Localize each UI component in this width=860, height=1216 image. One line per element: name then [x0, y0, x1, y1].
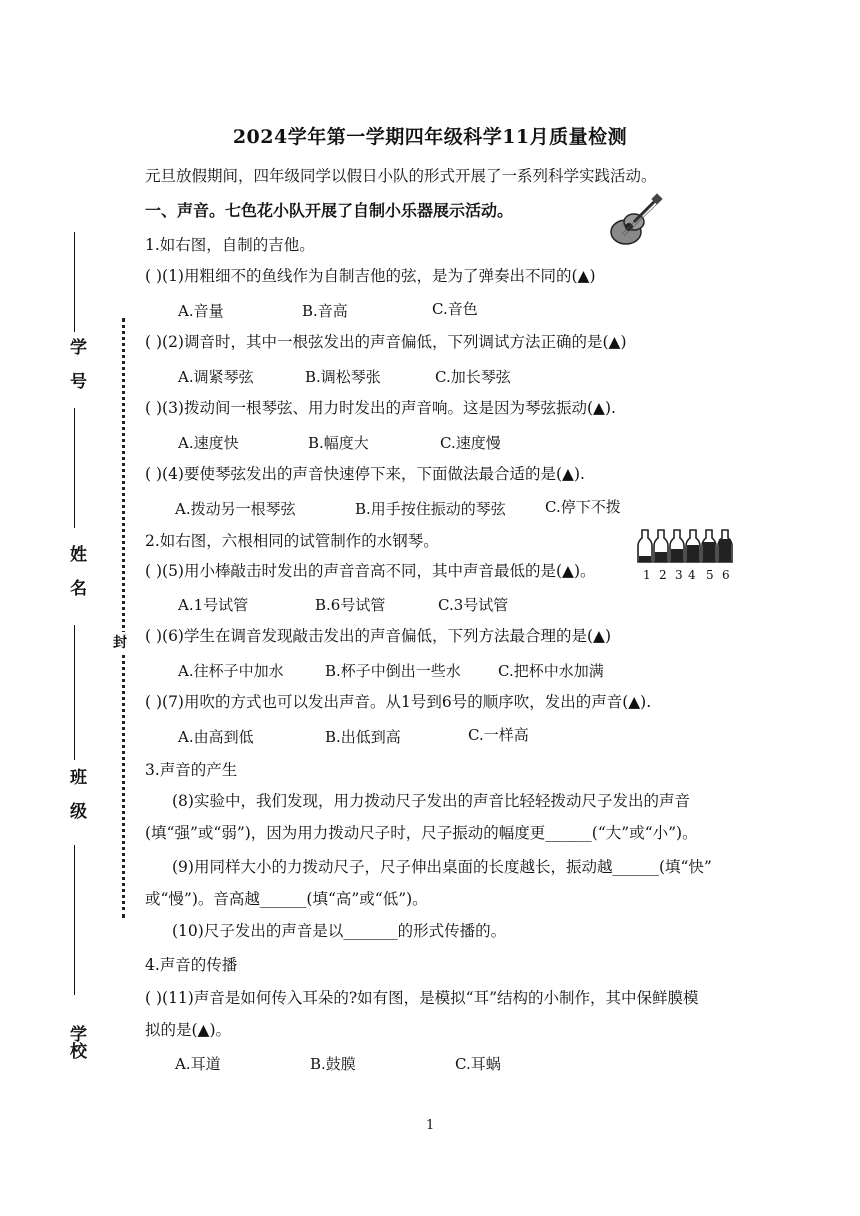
q6-stem: ( )(6)学生在调音发现敲击发出的声音偏低，下列方法最合理的是(▲) [145, 627, 611, 645]
q7-option-c: C.一样高 [468, 726, 529, 744]
q5-option-b: B.6号试管 [315, 596, 386, 614]
q5-stem: ( )(5)用小棒敲击时发出的声音音高不同，其中声音最低的是(▲)。 [145, 562, 596, 580]
tube-number-5: 5 [706, 568, 714, 582]
intro-text: 元旦放假期间，四年级同学以假日小队的形式开展了一系列科学实践活动。 [145, 167, 657, 185]
q2-option-a: A.调紧琴弦 [178, 368, 254, 386]
q11-line-1: ( )(11)声音是如何传入耳朵的?如有图，是模拟“耳”结构的小制作，其中保鲜膜模 [145, 989, 699, 1007]
q1-heading: 1.如右图，自制的吉他。 [145, 236, 315, 254]
q2-heading: 2.如右图，六根相同的试管制作的水钢琴。 [145, 532, 439, 550]
guitar-icon [604, 192, 664, 250]
label-student-no: 学 号 [66, 338, 86, 389]
binding-line-class [74, 625, 75, 760]
seal-mark: 封 [113, 632, 127, 652]
exam-title: 2024学年第一学期四年级科学11月质量检测 [232, 126, 628, 148]
q7-option-b: B.出低到高 [325, 728, 401, 746]
q6-option-a: A.往杯子中加水 [178, 662, 284, 680]
q4-option-a: A.拨动另一根琴弦 [175, 500, 296, 518]
q2-stem: ( )(2)调音时，其中一根弦发出的声音偏低，下列调试方法正确的是(▲) [145, 333, 627, 351]
q3-option-b: B.幅度大 [308, 434, 369, 452]
q9-line-2: 或“慢”)。音高越______(填“高”或“低”)。 [145, 890, 428, 908]
label-class: 班 级 [66, 768, 86, 819]
label-school: 学校 [66, 1025, 86, 1059]
binding-line-school [74, 845, 75, 995]
section-heading-sound: 一、声音。七色花小队开展了自制小乐器展示活动。 [145, 201, 514, 220]
q4-heading: 4.声音的传播 [145, 956, 238, 974]
q1-option-c: C.音色 [432, 300, 478, 318]
tube-number-1: 1 [643, 568, 651, 582]
q11-option-c: C.耳蜗 [455, 1055, 501, 1073]
tube-number-6: 6 [722, 568, 730, 582]
q1-option-a: A.音量 [178, 302, 224, 320]
q5-option-c: C.3号试管 [438, 596, 509, 614]
q11-option-b: B.鼓膜 [310, 1055, 356, 1073]
tube-number-3: 3 [675, 568, 683, 582]
q2-option-b: B.调松琴张 [305, 368, 381, 386]
q1-stem: ( )(1)用粗细不的鱼线作为自制吉他的弦，是为了弹奏出不同的(▲) [145, 267, 596, 285]
q9-line-1: (9)用同样大小的力拨动尺子，尺子伸出桌面的长度越长，振动越______(填“快” [172, 858, 712, 876]
q8-line-2: (填“强”或“弱”)，因为用力拨动尺子时，尺子振动的幅度更______(“大”或“小”)。 [145, 824, 698, 842]
tube-number-4: 4 [688, 568, 696, 582]
tube-number-2: 2 [659, 568, 667, 582]
q11-option-a: A.耳道 [175, 1055, 221, 1073]
binding-line-student-no [74, 232, 75, 332]
q10-text: (10)尺子发出的声音是以_______的形式传播的。 [172, 922, 507, 940]
q3-option-c: C.速度慢 [440, 434, 501, 452]
q6-option-b: B.杯子中倒出一些水 [325, 662, 461, 680]
q7-option-a: A.由高到低 [178, 728, 254, 746]
q5-option-a: A.1号试管 [178, 596, 249, 614]
q3-stem: ( )(3)拨动间一根琴弦、用力时发出的声音响。这是因为琴弦振动(▲). [145, 399, 616, 417]
q4-stem: ( )(4)要使琴弦发出的声音快速停下来，下面做法最合适的是(▲). [145, 465, 585, 483]
label-name: 姓 名 [66, 545, 86, 596]
q4-option-b: B.用手按住振动的琴弦 [355, 500, 506, 518]
q2-option-c: C.加长琴弦 [435, 368, 511, 386]
q3-option-a: A.速度快 [178, 434, 239, 452]
binding-line-name [74, 408, 75, 528]
q6-option-c: C.把杯中水加满 [498, 662, 604, 680]
q7-stem: ( )(7)用吹的方式也可以发出声音。从1号到6号的顺序吹，发出的声音(▲). [145, 693, 652, 711]
q1-option-b: B.音高 [302, 302, 348, 320]
page-number: 1 [426, 1118, 435, 1133]
q4-option-c: C.停下不拨 [545, 498, 621, 516]
q11-line-2: 拟的是(▲)。 [145, 1021, 232, 1039]
q3-heading: 3.声音的产生 [145, 761, 238, 779]
dotted-seal-line [122, 318, 125, 918]
q8-line-1: (8)实验中，我们发现，用力拨动尺子发出的声音比轻轻拨动尺子发出的声音 [172, 792, 690, 810]
test-tube-bottles-icon [636, 526, 736, 572]
